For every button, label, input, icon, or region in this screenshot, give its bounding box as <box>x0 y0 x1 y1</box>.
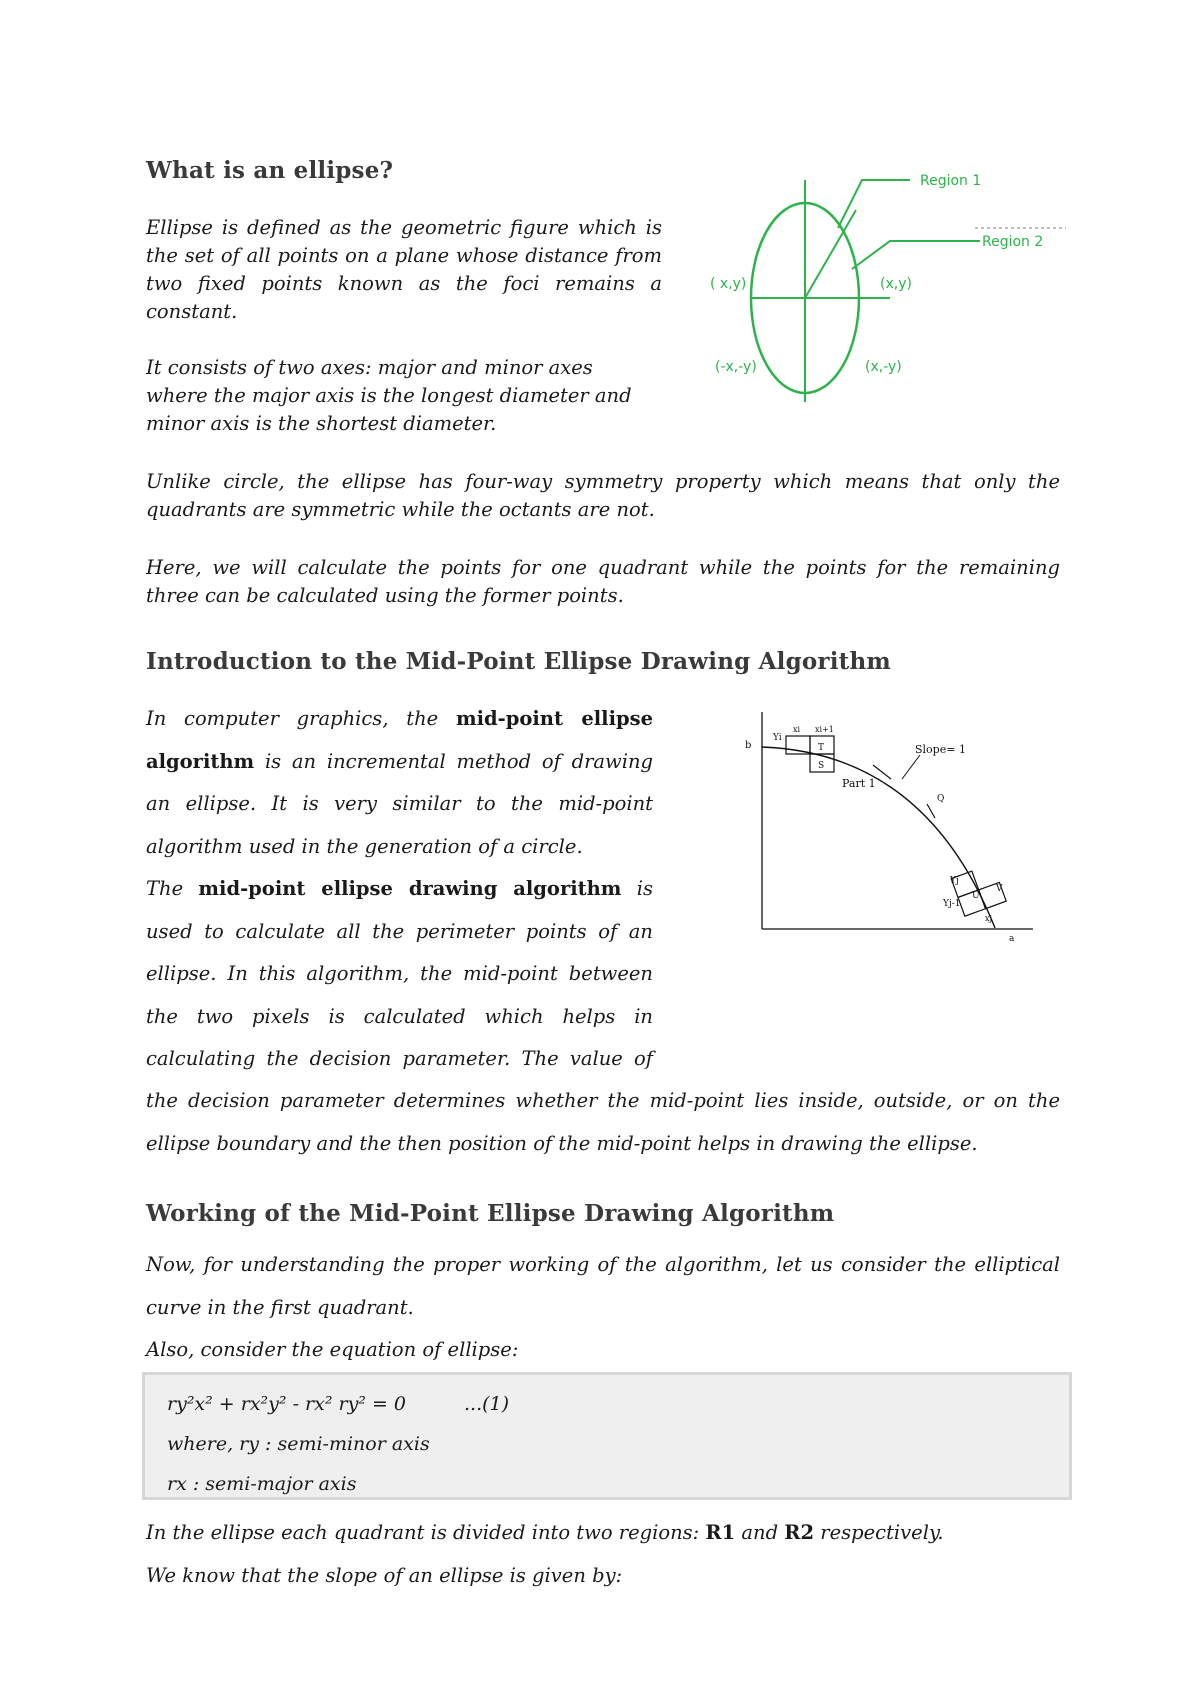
label-xi: xi <box>793 725 801 734</box>
text-line: Ellipse is defined as the geometric figure which is <box>146 216 662 239</box>
para-intro-wrapped <box>146 698 653 1081</box>
text-line: ellipse. In this algorithm, the mid-point between <box>146 962 653 985</box>
pixel-box <box>786 736 810 754</box>
para-regions <box>146 1512 1060 1597</box>
text-span: and <box>735 1521 785 1544</box>
text-line: used to calculate all the perimeter points of an <box>146 919 653 943</box>
quadrant1-label: (x,y) <box>880 276 912 292</box>
quadrant3-label: (-x,-y) <box>715 359 757 375</box>
text-line: the decision parameter determines whether the mid-point lies inside, outside, or on the <box>146 1089 1060 1112</box>
text-span: is <box>621 877 653 900</box>
text-line: two fixed points known as the foci remains a <box>146 272 662 295</box>
equation-text: ry²x² + rx²y² - rx² ry² = 0 <box>167 1393 407 1415</box>
label-b: b <box>745 740 752 751</box>
label-xj: xj <box>985 914 992 923</box>
text-line <box>146 1512 1060 1555</box>
bold-term: mid-point ellipse <box>455 707 653 730</box>
quadrant2-label: ( x,y) <box>710 276 747 292</box>
label-yj: Yj <box>950 876 959 886</box>
label-yj1: Yj-1 <box>943 899 961 909</box>
text-line: constant. <box>146 300 238 323</box>
equation-box <box>142 1372 1072 1500</box>
bold-term: R1 <box>705 1521 736 1544</box>
text-line: the two pixels is calculated which helps in <box>146 1004 653 1028</box>
equation-ref: ...(1) <box>464 1393 510 1415</box>
radius-line <box>805 210 856 298</box>
label-xi1: xi+1 <box>815 725 834 734</box>
para-ellipse-axes <box>146 354 662 438</box>
equation-line <box>167 1389 509 1419</box>
text-line: It consists of two axes: major and minor axes <box>146 356 593 379</box>
text-line: Here, we will calculate the points for one quadrant while the points for the remaining <box>146 556 1060 579</box>
heading-what-is-ellipse: What is an ellipse? <box>146 157 394 184</box>
label-v: V <box>996 884 1003 894</box>
label-yi: Yi <box>773 733 782 743</box>
text-line: the set of all points on a plane whose distance from <box>146 244 662 267</box>
text-line: where the major axis is the longest diameter and <box>146 384 632 407</box>
text-line: Now, for understanding the proper working of the algorithm, let us consider the elliptical <box>146 1253 1060 1276</box>
label-q: Q <box>937 794 945 804</box>
text-line: We know that the slope of an ellipse is given by: <box>146 1563 623 1587</box>
text-line: ellipse boundary and the then position of the mid-point helps in drawing the ellipse. <box>146 1131 978 1155</box>
label-t: T <box>818 743 825 753</box>
label-part1: Part 1 <box>842 777 876 790</box>
equation-major-line: rx : semi-major axis <box>167 1473 357 1495</box>
text-line: Also, consider the equation of ellipse: <box>146 1338 519 1361</box>
slope-tangent <box>873 765 891 779</box>
text-line <box>146 868 653 911</box>
heading-working: Working of the Mid-Point Ellipse Drawing Algorithm <box>146 1200 835 1227</box>
text-line: quadrants are symmetric while the octants are not. <box>146 498 655 521</box>
text-span: respectively. <box>814 1521 944 1544</box>
text-span: The <box>146 877 199 900</box>
region1-label: Region 1 <box>920 173 982 189</box>
region2-pointer <box>852 241 980 269</box>
para-working <box>146 1244 1060 1372</box>
midpoint-diagram-figure <box>745 708 1045 948</box>
label-a: a <box>1009 934 1015 944</box>
label-slope: Slope= 1 <box>915 743 966 756</box>
heading-introduction: Introduction to the Mid-Point Ellipse Drawing Algorithm <box>146 648 891 675</box>
text-span: In the ellipse each quadrant is divided into two regions: <box>146 1521 706 1544</box>
para-symmetry <box>146 468 1060 524</box>
equation-where-line: where, ry : semi-minor axis <box>167 1433 430 1455</box>
bold-term: mid-point ellipse drawing algorithm <box>198 877 622 900</box>
para-one-quadrant <box>146 554 1060 610</box>
text-line: Unlike circle, the ellipse has four-way symmetry property which means that only the <box>146 470 1060 493</box>
slope-pointer <box>902 755 920 779</box>
text-line: three can be calculated using the former points. <box>146 584 624 607</box>
text-line: curve in the first quadrant. <box>146 1295 414 1319</box>
label-u: U <box>972 891 980 901</box>
text-line <box>146 698 653 741</box>
bold-term: algorithm <box>146 749 255 773</box>
q-tick <box>927 804 935 818</box>
label-s: S <box>818 761 825 771</box>
quadrant4-label: (x,-y) <box>865 359 902 375</box>
text-line: an ellipse. It is very similar to the mid-point <box>146 792 653 815</box>
para-ellipse-definition <box>146 214 662 326</box>
text-span: In computer graphics, the <box>146 707 456 730</box>
text-line: minor axis is the shortest diameter. <box>146 412 497 435</box>
text-line <box>146 741 653 784</box>
para-intro-full <box>146 1080 1060 1165</box>
bold-term: R2 <box>784 1521 815 1544</box>
ellipse-regions-figure <box>700 170 1080 410</box>
region2-label: Region 2 <box>982 234 1044 250</box>
text-span: is an incremental method of drawing <box>254 749 653 773</box>
text-line: algorithm used in the generation of a circle. <box>146 834 583 858</box>
text-line: calculating the decision parameter. The value of <box>146 1047 653 1070</box>
